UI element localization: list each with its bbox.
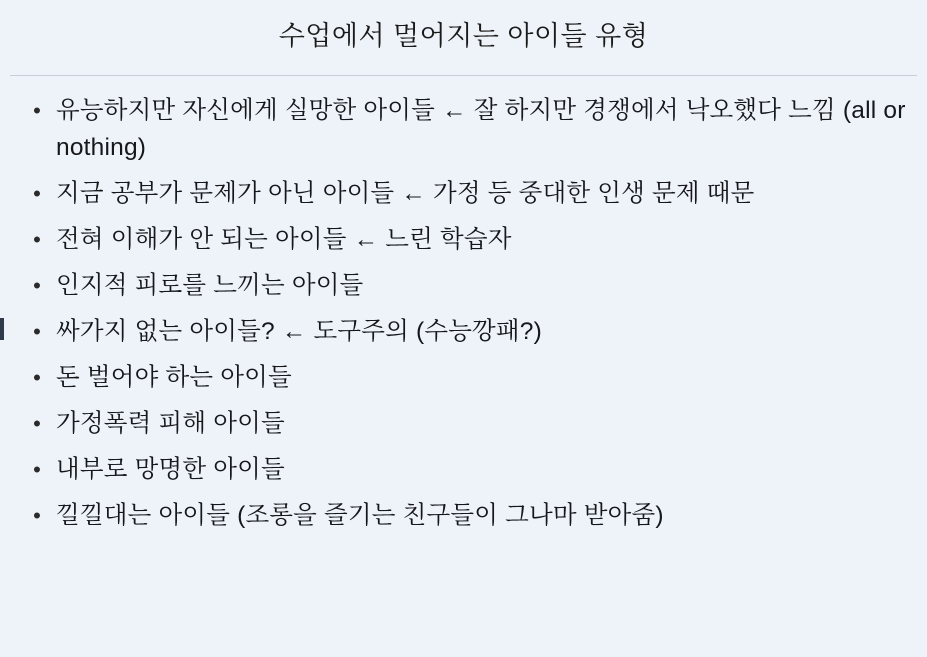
- list-item: [18, 92, 909, 166]
- list-item-text: 낄낄대는 아이들 (조롱을 즐기는 친구들이 그나마 받아줌): [56, 502, 664, 530]
- list-item: [18, 313, 909, 350]
- bullet-dot-icon: •: [33, 227, 41, 253]
- list-item-text: 전혀 이해가 안 되는 아이들 ← 느린 학습자: [56, 226, 512, 254]
- bullet-dot-icon: •: [33, 457, 41, 483]
- list-item-text: 유능하지만 자신에게 실망한 아이들 ← 잘 하지만 경쟁에서 낙오했다 느낌 (all or nothing): [56, 97, 906, 162]
- list-item-text: 싸가지 없는 아이들? ← 도구주의 (수능깡패?): [56, 318, 542, 346]
- list-item: [18, 405, 909, 442]
- list-item-text: 가정폭력 피해 아이들: [56, 410, 285, 438]
- list-item: [18, 221, 909, 258]
- list-item-text: 인지적 피로를 느끼는 아이들: [56, 272, 364, 300]
- page-title: 수업에서 멀어지는 아이들 유형: [278, 21, 649, 51]
- list-item-text: 지금 공부가 문제가 아닌 아이들 ← 가정 등 중대한 인생 문제 때문: [56, 180, 755, 208]
- bullet-dot-icon: •: [33, 365, 41, 391]
- bullet-list: [0, 76, 927, 534]
- list-item: [18, 497, 909, 534]
- bullet-dot-icon: •: [33, 411, 41, 437]
- bullet-dot-icon: •: [33, 273, 41, 299]
- list-item: [18, 267, 909, 304]
- bullet-dot-icon: •: [33, 319, 41, 345]
- list-item: [18, 359, 909, 396]
- list-item-text: 돈 벌어야 하는 아이들: [56, 364, 292, 392]
- bullet-dot-icon: •: [33, 181, 41, 207]
- bullet-dot-icon: •: [33, 98, 41, 124]
- left-edge-marker: [0, 318, 4, 340]
- list-item: [18, 175, 909, 212]
- list-item-text: 내부로 망명한 아이들: [56, 456, 285, 484]
- list-item: [18, 451, 909, 488]
- bullet-dot-icon: •: [33, 503, 41, 529]
